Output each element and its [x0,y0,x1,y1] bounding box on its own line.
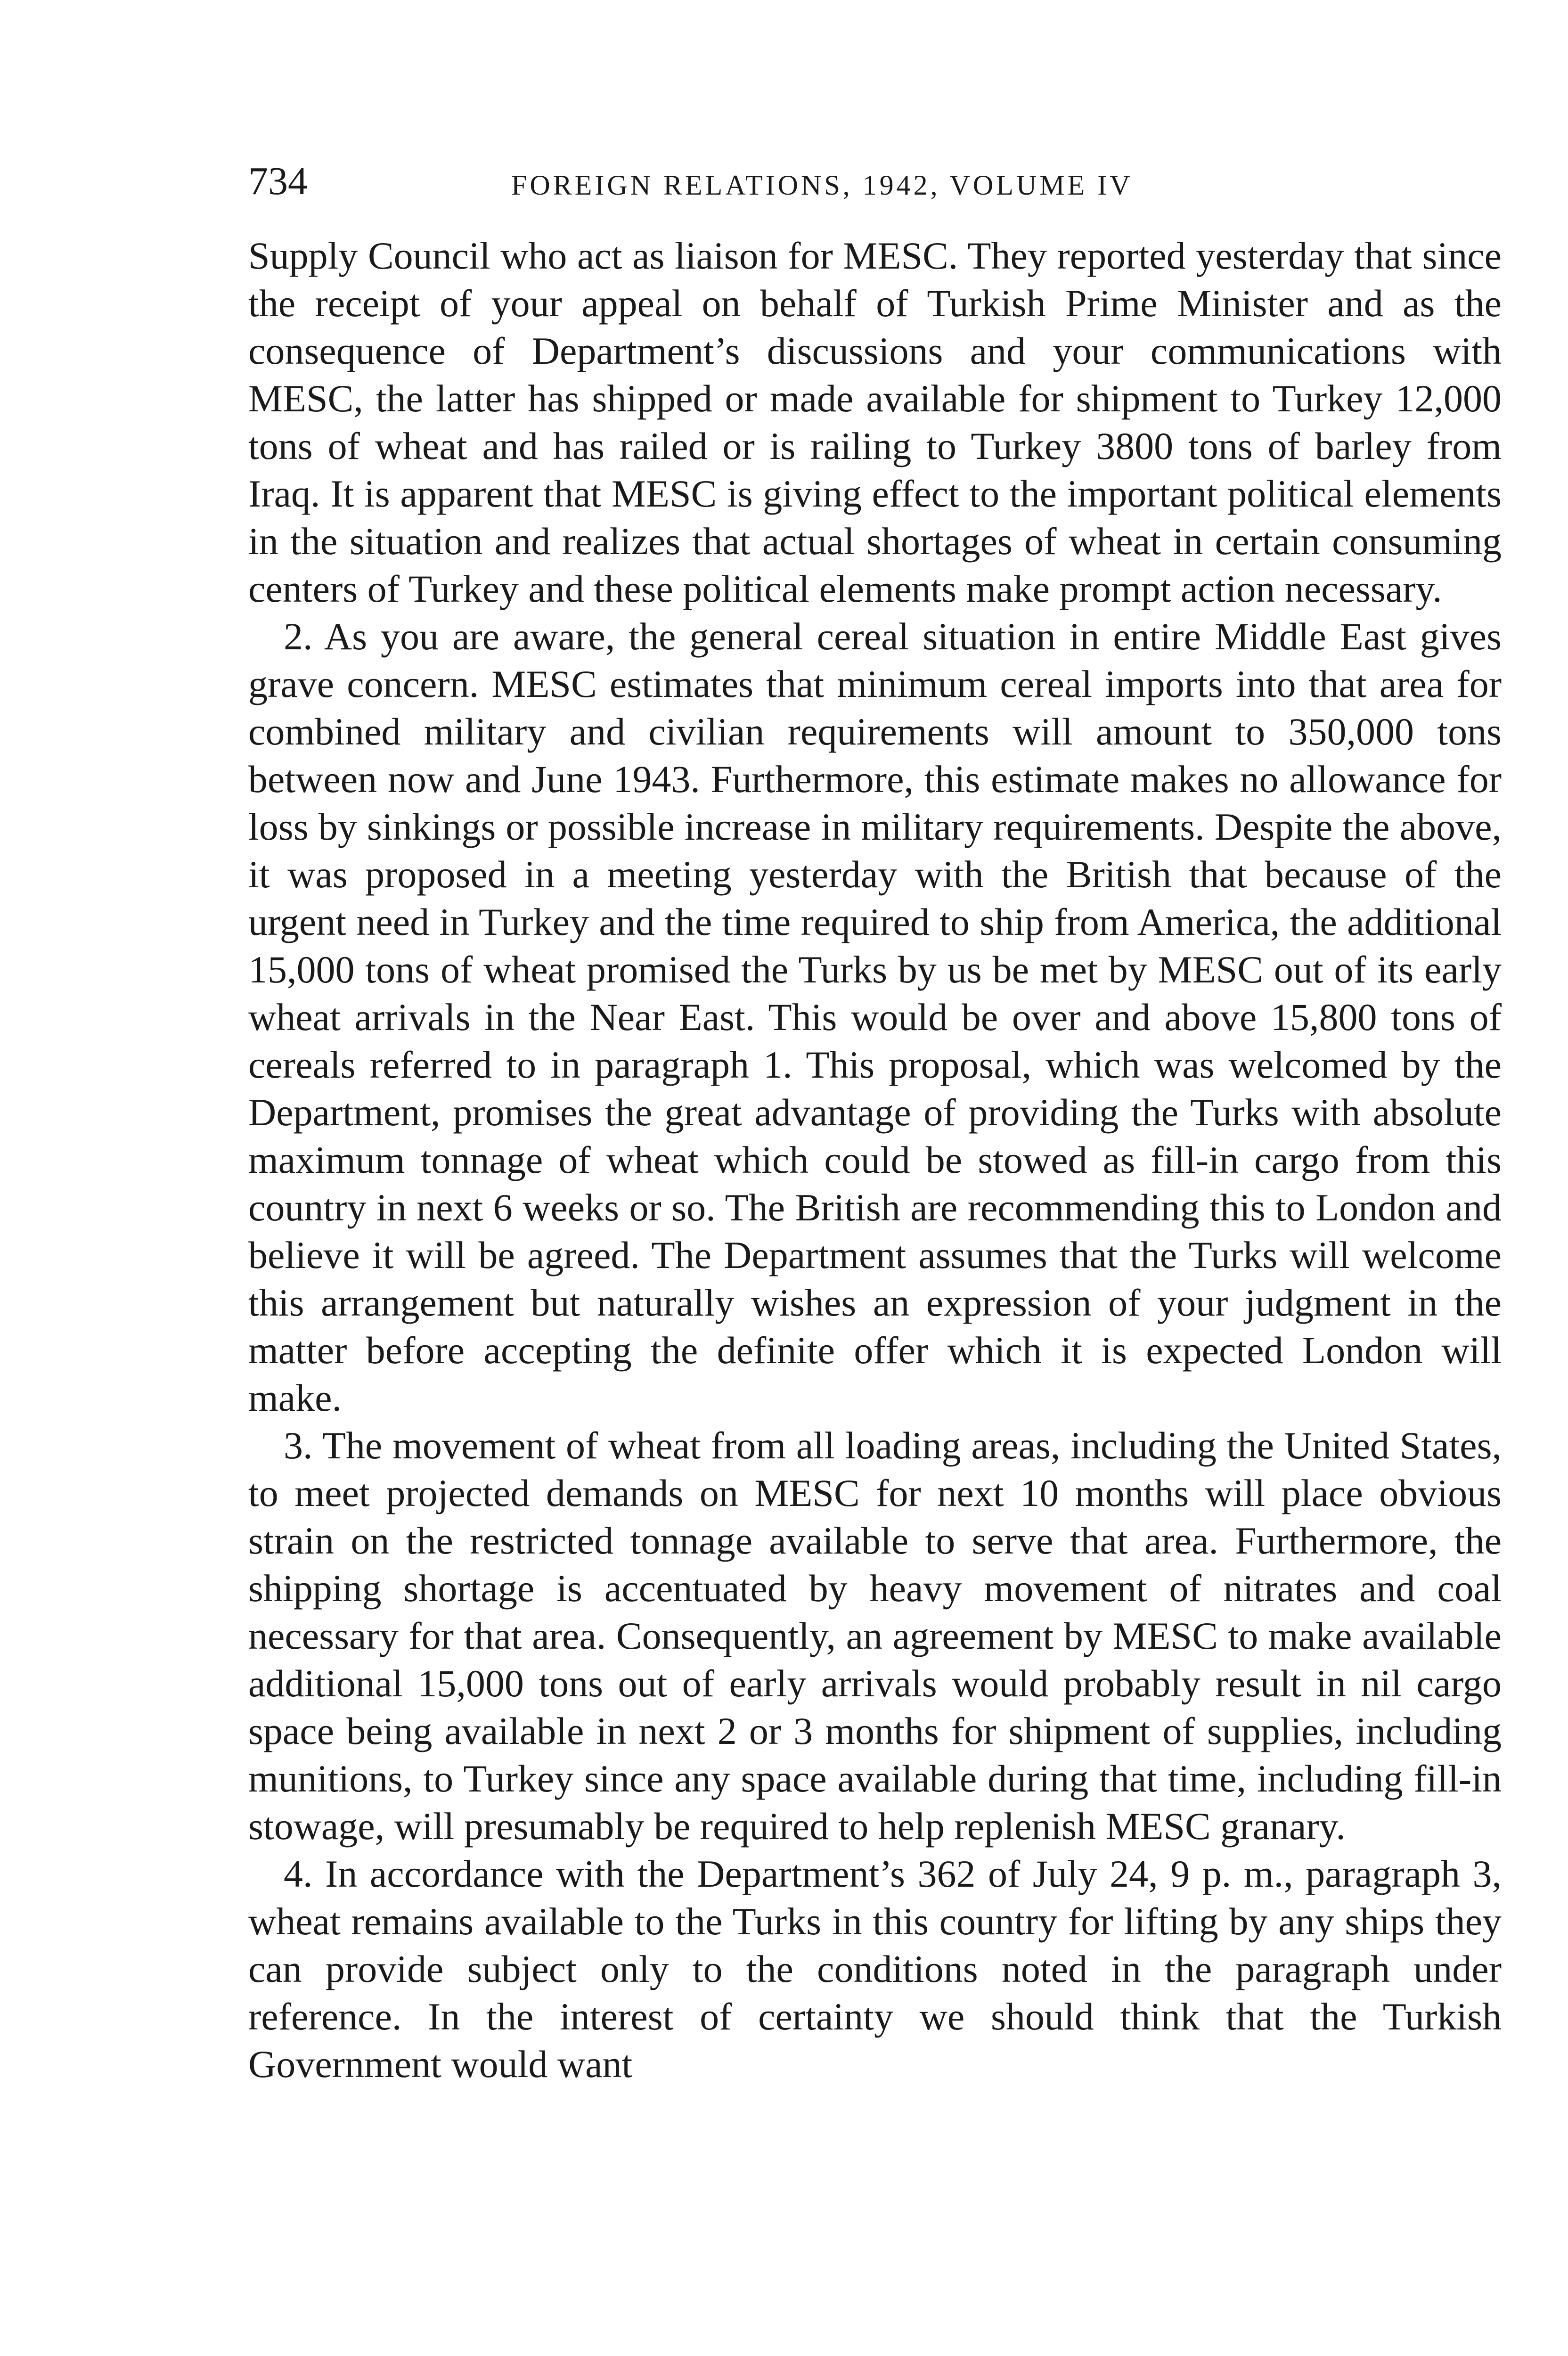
document-page [248,155,1502,2088]
page-number: 734 [248,159,308,203]
paragraph-4: 4. In accordance with the Department’s 362 of July 24, 9 p. m., paragraph 3, wheat remains available to the Turks in this country for lifting by any ships they can provide subject only to the conditions noted in the paragraph under reference. In the interest of certainty we should think that the Turkish Government would want [248,1852,1502,2086]
paragraph-2: 2. As you are aware, the general cereal situation in entire Middle East gives grave concern. MESC estimates that minimum cereal imports into that area for combined military and civilian requirements will amount to 350,000 tons between now and June 1943. Furthermore, this estimate makes no allowance for loss by sinkings or possible increase in military requirements. Despite the above, it was proposed in a meeting yesterday with the British that because of the urgent need in Turkey and the time required to ship from America, the additional 15,000 tons of wheat promised the Turks by us be met by MESC out of its early wheat arrivals in the Near East. This would be over and above 15,800 tons of cereals referred to in paragraph 1. This proposal, which was welcomed by the Department, promises the great advantage of providing the Turks with absolute maximum tonnage of wheat which could be stowed as fill-in cargo from this country in next 6 weeks or so. The British are recommending this to London and believe it will be agreed. The Department assumes that the Turks will welcome this arrangement but naturally wishes an expression of your judgment in the matter before accepting the definite offer which it is expected London will make. [248,615,1502,1419]
running-head [248,155,1502,207]
paragraph-3: 3. The movement of wheat from all loading areas, including the United States, to meet projected demands on MESC for next 10 months will place obvious strain on the restricted tonnage available to serve that area. Furthermore, the shipping shortage is accentuated by heavy movement of nitrates and coal necessary for that area. Consequently, an agreement by MESC to make available additional 15,000 tons out of early arrivals would probably result in nil cargo space being available in next 2 or 3 months for shipment of supplies, including munitions, to Turkey since any space available during that time, including fill-in stowage, will presumably be required to help replenish MESC granary. [248,1424,1502,1848]
running-title: FOREIGN RELATIONS, 1942, VOLUME IV [511,170,1133,201]
body-text [248,232,1502,2088]
paragraph-continuation: Supply Council who act as liaison for MESC. They reported yesterday that since the receipt of your appeal on behalf of Turkish Prime Minister and as the consequence of Department’s discussions and your communications with MESC, the latter has shipped or made available for shipment to Turkey 12,000 tons of wheat and has railed or is railing to Turkey 3800 tons of barley from Iraq. It is apparent that MESC is giving effect to the important political elements in the situation and realizes that actual shortages of wheat in certain consuming centers of Turkey and these political elements make prompt action necessary. [248,234,1502,610]
